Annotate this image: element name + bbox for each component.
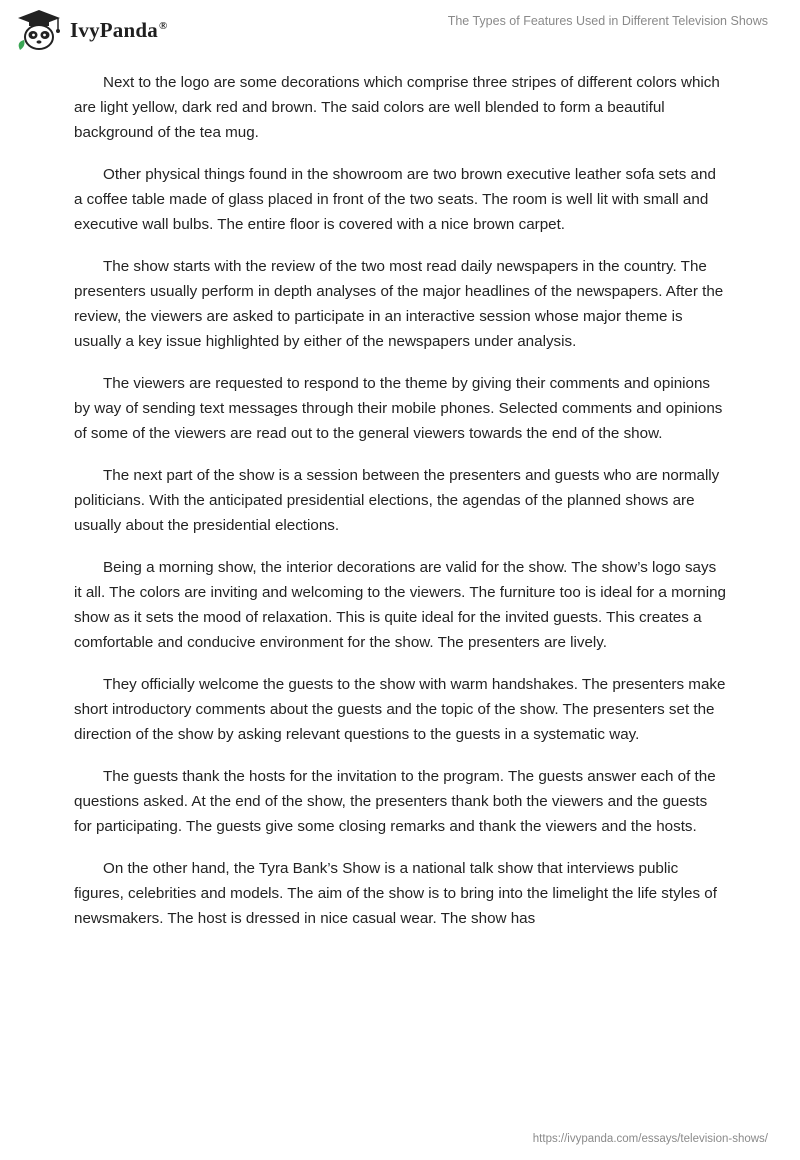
panda-graduate-icon bbox=[14, 8, 64, 52]
brand-name: IvyPanda® bbox=[70, 17, 168, 42]
ivypanda-logo[interactable] bbox=[14, 8, 167, 52]
paragraph: They officially welcome the guests to the show with warm handshakes. The presenters make short introductory comments about the guests and the topic of the show. The presenters set the direction of the show by asking relevant questions to the guests in a systematic way. bbox=[74, 676, 726, 743]
paragraph: The show starts with the review of the two most read daily newspapers in the country. The presenters usually perform in depth analyses of the major headlines of the newspapers. After the review, the viewers are asked to participate in an interactive session whose major theme is usually a key issue highlighted by either of the newspapers under analysis. bbox=[74, 258, 724, 350]
paragraph: The next part of the show is a session between the presenters and guests who are normally politicians. With the anticipated presidential elections, the agendas of the planned shows are usually about the presidential elections. bbox=[74, 467, 720, 534]
document-title: The Types of Features Used in Different Television Shows bbox=[447, 14, 768, 28]
paragraph: The guests thank the hosts for the invitation to the program. The guests answer each of the questions asked. At the end of the show, the presenters thank both the viewers and the guests for participating. The guests give some closing remarks and thank the viewers and the hosts. bbox=[74, 768, 716, 835]
essay-body bbox=[74, 70, 726, 948]
paragraph: The viewers are requested to respond to the theme by giving their comments and opinions by way of sending text messages through their mobile phones. Selected comments and opinions of some of the viewers are read out to the general viewers towards the end of the show. bbox=[74, 375, 723, 442]
paragraph: On the other hand, the Tyra Bank’s Show is a national talk show that interviews public figures, celebrities and models. The aim of the show is to bring into the limelight the life styles of newsmakers. The host is dressed in nice casual wear. The show has bbox=[74, 860, 717, 927]
registered-mark: ® bbox=[158, 19, 168, 32]
paragraph: Being a morning show, the interior decorations are valid for the show. The show’s logo says it all. The colors are inviting and welcoming to the viewers. The furniture too is ideal for a morning show as it sets the mood of relaxation. This is quite ideal for the invited guests. This creates a comfortable and conducive environment for the show. The presenters are lively. bbox=[74, 559, 726, 651]
source-url[interactable]: https://ivypanda.com/essays/television-shows/ bbox=[532, 1133, 768, 1145]
page-header bbox=[0, 0, 800, 60]
paragraph: Other physical things found in the showroom are two brown executive leather sofa sets and a coffee table made of glass placed in front of the two seats. The room is well lit with small and executive wall bulbs. The entire floor is covered with a nice brown carpet. bbox=[74, 166, 716, 233]
paragraph: Next to the logo are some decorations which comprise three stripes of different colors which are light yellow, dark red and brown. The said colors are well blended to form a beautiful background of the tea mug. bbox=[74, 74, 720, 141]
